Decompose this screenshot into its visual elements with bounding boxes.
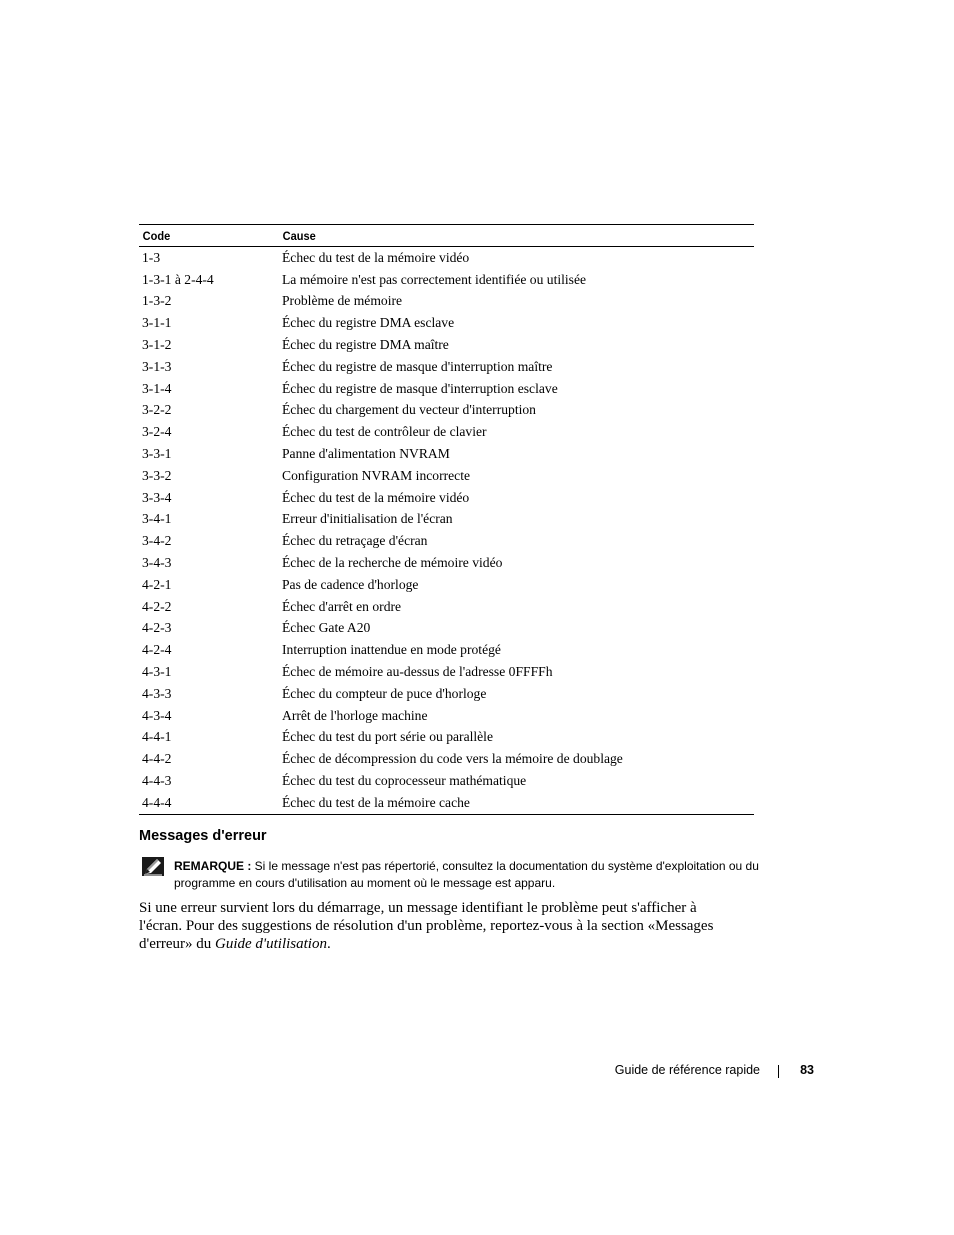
code-cell: 3-1-3 xyxy=(142,358,172,374)
page-footer xyxy=(560,1062,814,1080)
table-row xyxy=(139,312,754,334)
code-cell: 4-4-2 xyxy=(142,751,172,767)
note-body: Si le message n'est pas répertorié, consultez la documentation du système d'exploitation ou du programme en cours d'utilisation au moment où le message est apparu. xyxy=(174,859,759,890)
cause-cell: Problème de mémoire xyxy=(282,293,403,309)
code-cell: 4-3-3 xyxy=(142,685,172,701)
table-row xyxy=(139,378,754,400)
cause-cell: Panne d'alimentation NVRAM xyxy=(282,446,450,462)
code-cell: 4-2-2 xyxy=(142,598,172,614)
table-row xyxy=(139,705,754,727)
table-row xyxy=(139,552,754,574)
table-row xyxy=(139,639,754,661)
table-row xyxy=(139,748,754,770)
code-cell: 4-4-1 xyxy=(142,729,172,745)
table-row xyxy=(139,530,754,552)
table-row xyxy=(139,661,754,683)
header-cause: Cause xyxy=(279,225,716,247)
cause-cell: Échec du test de la mémoire vidéo xyxy=(282,249,470,265)
cause-cell: Échec du test de la mémoire vidéo xyxy=(282,489,470,505)
body-paragraph xyxy=(139,899,739,953)
table-row xyxy=(139,683,754,705)
cause-cell: Échec de décompression du code vers la mémoire de doublage xyxy=(282,751,623,767)
note-label: REMARQUE : xyxy=(174,859,252,873)
post-code-table xyxy=(139,224,754,815)
table-row xyxy=(139,356,754,378)
code-cell: 1-3-1 à 2-4-4 xyxy=(142,271,214,287)
code-cell: 1-3 xyxy=(142,249,161,265)
cause-cell: Échec du retraçage d'écran xyxy=(282,533,428,549)
paragraph-emphasis: Guide d'utilisation xyxy=(215,936,327,952)
cause-cell: Échec de mémoire au-dessus de l'adresse 0FFFFh xyxy=(282,664,553,680)
cause-cell: Échec du registre DMA maître xyxy=(282,337,449,353)
footer-separator xyxy=(778,1065,779,1078)
code-cell: 4-2-3 xyxy=(142,620,172,636)
code-cell: 3-3-2 xyxy=(142,467,172,483)
cause-cell: Échec du registre de masque d'interruption maître xyxy=(282,358,553,374)
code-cell: 3-3-1 xyxy=(142,446,172,462)
code-cell: 3-4-1 xyxy=(142,511,172,527)
table-row xyxy=(139,487,754,509)
cause-cell: Échec du test du coprocesseur mathématique xyxy=(282,773,527,789)
code-cell: 4-2-4 xyxy=(142,642,172,658)
section-title: Messages d'erreur xyxy=(139,828,267,844)
cause-cell: Échec du test de la mémoire cache xyxy=(282,794,470,810)
code-cell: 4-4-3 xyxy=(142,773,172,789)
cause-cell: La mémoire n'est pas correctement identifiée ou utilisée xyxy=(282,271,587,287)
table-row xyxy=(139,247,754,269)
code-cell: 4-2-1 xyxy=(142,576,172,592)
note-text xyxy=(174,858,764,892)
code-cell: 3-1-2 xyxy=(142,337,172,353)
paragraph-text: Si une erreur survient lors du démarrage, un message identifiant le problème peut s'afficher à l'écran. Pour des suggestions de résolution d'un problème, reportez-vous à la section «Messages d'erreur» du xyxy=(139,900,714,952)
footer-title: Guide de référence rapide xyxy=(614,1063,760,1077)
code-cell: 3-1-1 xyxy=(142,315,172,331)
cause-cell: Échec du registre DMA esclave xyxy=(282,315,455,331)
table-row xyxy=(139,421,754,443)
code-cell: 4-3-4 xyxy=(142,707,172,723)
cause-cell: Erreur d'initialisation de l'écran xyxy=(282,511,453,527)
cause-cell: Interruption inattendue en mode protégé xyxy=(282,642,501,658)
code-cell: 3-4-2 xyxy=(142,533,172,549)
cause-cell: Échec du registre de masque d'interruption esclave xyxy=(282,380,558,396)
table-row xyxy=(139,727,754,749)
cause-cell: Échec du test du port série ou parallèle xyxy=(282,729,493,745)
pencil-note-icon xyxy=(142,857,164,876)
code-cell: 4-3-1 xyxy=(142,664,172,680)
code-cell: 3-1-4 xyxy=(142,380,172,396)
header-code: Code xyxy=(139,225,268,247)
table-row xyxy=(139,465,754,487)
code-cell: 4-4-4 xyxy=(142,794,172,810)
code-cell: 3-4-3 xyxy=(142,555,172,571)
table-row xyxy=(139,574,754,596)
table-row xyxy=(139,269,754,291)
code-cell: 1-3-2 xyxy=(142,293,172,309)
table-body xyxy=(139,247,754,815)
table-header-row xyxy=(139,225,754,247)
code-cell: 3-3-4 xyxy=(142,489,172,505)
page-number: 83 xyxy=(800,1063,814,1077)
code-cell: 3-2-4 xyxy=(142,424,172,440)
cause-cell: Échec du compteur de puce d'horloge xyxy=(282,685,487,701)
cause-cell: Échec d'arrêt en ordre xyxy=(282,598,402,614)
cause-cell: Échec Gate A20 xyxy=(282,620,371,636)
cause-cell: Pas de cadence d'horloge xyxy=(282,576,419,592)
paragraph-end: . xyxy=(326,936,331,952)
table-row xyxy=(139,334,754,356)
table-row xyxy=(139,792,754,814)
table-row xyxy=(139,400,754,422)
code-cell: 3-2-2 xyxy=(142,402,172,418)
cause-cell: Configuration NVRAM incorrecte xyxy=(282,467,471,483)
table-row xyxy=(139,509,754,531)
cause-cell: Arrêt de l'horloge machine xyxy=(282,707,428,723)
post-code-table-container xyxy=(139,224,754,815)
table-row xyxy=(139,770,754,792)
cause-cell: Échec du chargement du vecteur d'interruption xyxy=(282,402,536,418)
cause-cell: Échec de la recherche de mémoire vidéo xyxy=(282,555,503,571)
table-row xyxy=(139,291,754,313)
table-row xyxy=(139,618,754,640)
table-row xyxy=(139,443,754,465)
table-row xyxy=(139,596,754,618)
cause-cell: Échec du test de contrôleur de clavier xyxy=(282,424,487,440)
